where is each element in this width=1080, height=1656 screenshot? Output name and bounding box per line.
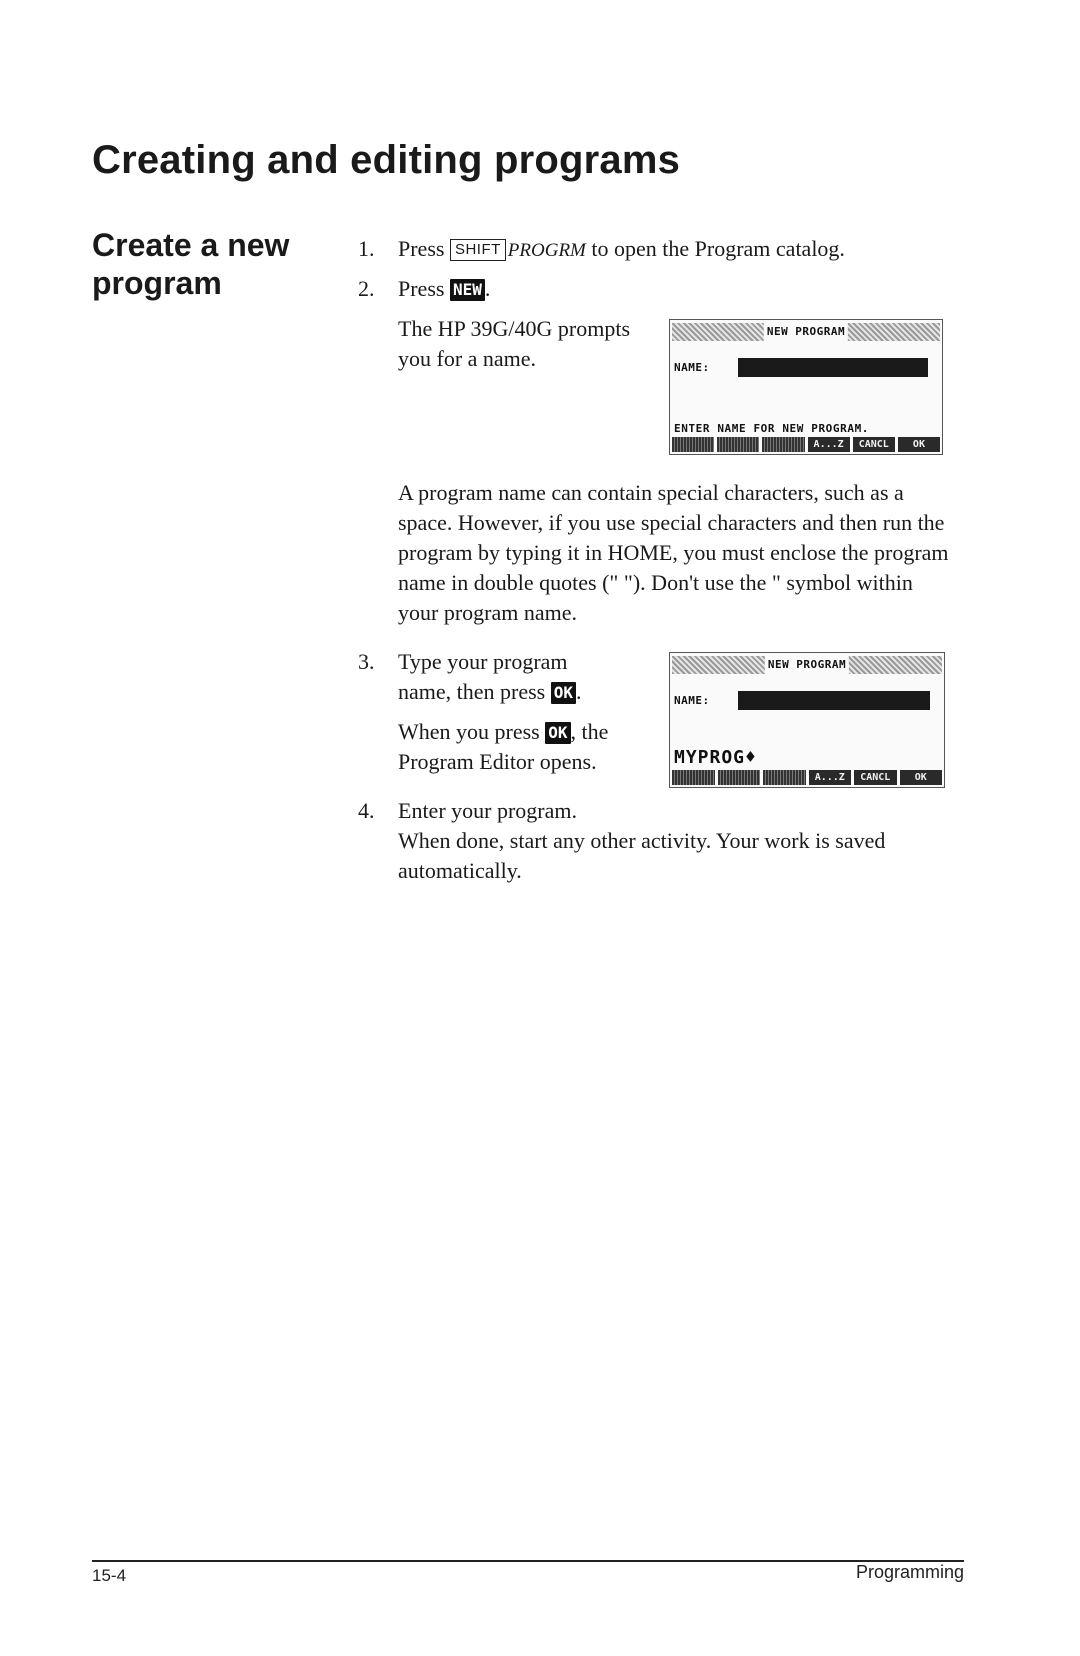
menu-key-blank: [672, 770, 715, 785]
name-input-field: [738, 691, 930, 710]
menu-key-blank: [718, 770, 761, 785]
step-4-number: 4.: [358, 798, 375, 823]
menu-key-a-z: A...Z: [808, 437, 850, 452]
chapter-name: Programming: [855, 1562, 964, 1582]
menu-key-blank: [717, 437, 759, 452]
step-4-text: Enter your program.: [398, 798, 577, 823]
step-1-pre: Press: [398, 236, 445, 261]
step-3-line-2-pre: name, then press: [398, 679, 546, 704]
screen-menu-bar: [672, 770, 942, 785]
typed-program-name: MYPROG♦: [674, 747, 757, 768]
name-paragraph: A program name can contain special characters, such as a space. However, if you use special characters and then run the program by typing it in HOME, you must enclose the program name in double quotes (" "). Don't use the " symbol within your program name.: [398, 480, 949, 625]
shift-key: SHIFT: [450, 239, 506, 261]
menu-key-blank: [762, 437, 804, 452]
step-2-pre: Press: [398, 276, 445, 301]
section-heading: Create a new program: [92, 227, 290, 301]
new-menu-key: NEW: [450, 279, 485, 301]
menu-key-blank: [672, 437, 714, 452]
step-3-text: [398, 647, 648, 707]
chapter-title: Creating and editing programs: [92, 138, 681, 182]
menu-key-ok: OK: [900, 770, 943, 785]
menu-key-blank: [763, 770, 806, 785]
step-1-number: 1.: [358, 236, 375, 261]
footer-rule: [92, 1560, 964, 1562]
screen-menu-bar: [672, 437, 940, 452]
step-3-note-pre: When you press: [398, 719, 540, 744]
screen-title: NEW PROGRAM: [764, 323, 848, 341]
page-number: 15-4: [92, 1566, 127, 1585]
step-1-text: [398, 234, 958, 266]
screen-prompt: ENTER NAME FOR NEW PROGRAM.: [674, 422, 870, 435]
ok-menu-key: OK: [551, 682, 576, 704]
menu-key-ok: OK: [898, 437, 940, 452]
step-3-line-2-post: .: [576, 679, 582, 704]
name-input-field: [738, 358, 928, 377]
step-3-line-1: Type your program: [398, 649, 568, 674]
calculator-screen-new-program: [669, 319, 943, 455]
step-2-number: 2.: [358, 276, 375, 301]
step-1-post: to open the Program catalog.: [591, 236, 845, 261]
step-3-note: [398, 717, 648, 777]
screen-title-bar: [672, 323, 940, 341]
progrm-keyname: PROGRM: [507, 240, 586, 261]
menu-key-a-z: A...Z: [809, 770, 852, 785]
name-label: NAME:: [674, 694, 710, 707]
menu-key-cancel: CANCL: [854, 770, 897, 785]
screen-title-bar: [672, 656, 942, 674]
name-label: NAME:: [674, 361, 710, 374]
calculator-screen-myprog: [669, 652, 945, 788]
ok-menu-key: OK: [545, 722, 570, 744]
menu-key-cancel: CANCL: [853, 437, 895, 452]
step-2-post: .: [484, 276, 491, 301]
step-2-text: [398, 274, 958, 304]
step-3-number: 3.: [358, 649, 375, 674]
step-4-note: When done, start any other activity. Your work is saved automatically.: [398, 828, 886, 883]
step-2-note: The HP 39G/40G prompts you for a name.: [398, 316, 631, 371]
screen-title: NEW PROGRAM: [765, 656, 849, 674]
step-3-note-post: , the Program Editor opens.: [398, 719, 609, 774]
